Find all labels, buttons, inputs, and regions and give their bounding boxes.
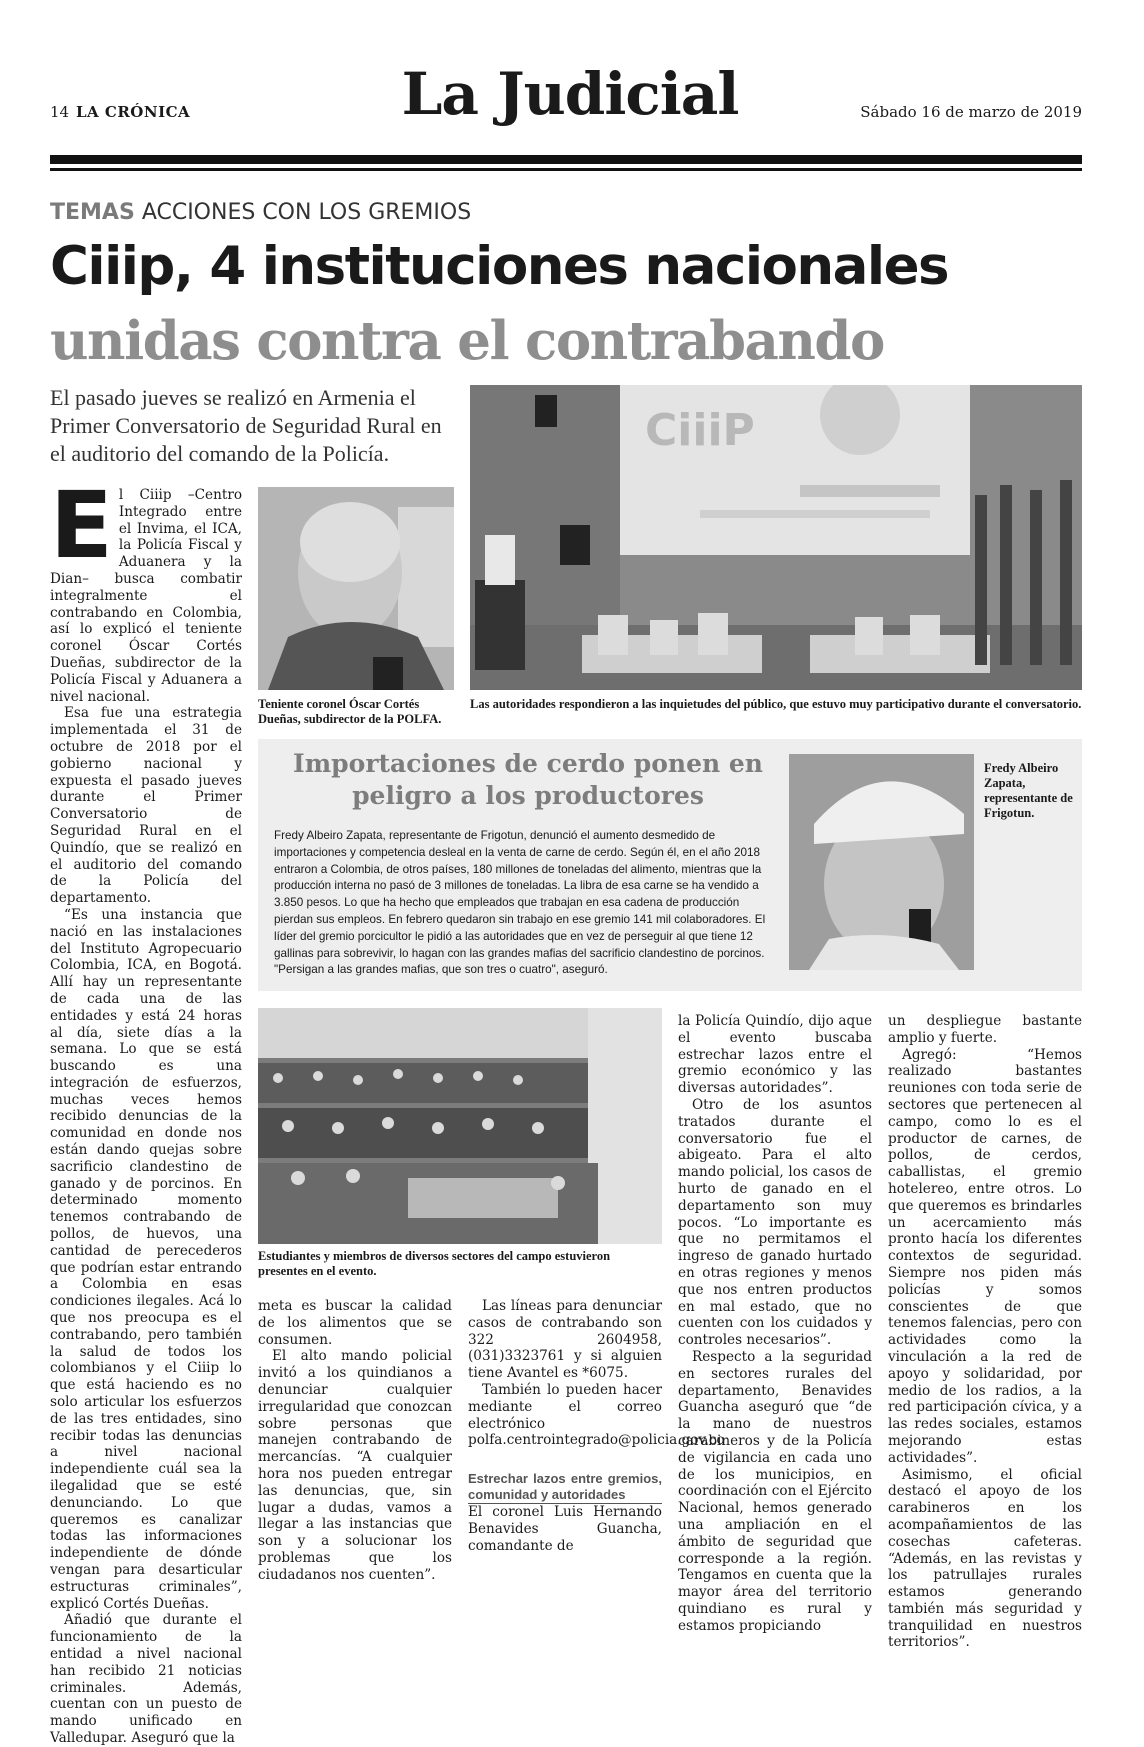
paragraph: Asimismo, el oficial destacó el apoyo de los carabineros en los acompañamientos de las cosechas cafeteras. “Además, en las revistas y los patrullajes rurales estamos generando también más seguridad y tranquilidad en nuestros territorios”. [888,1466,1082,1651]
headline-line-2: unidas contra el contrabando [50,310,884,372]
sidebar-box-title: Importaciones de cerdo ponen en peligro a los productores [293,749,763,810]
paragraph: Otro de los asuntos tratados durante el conversatorio fue el abigeato. Para el alto mando policial, los casos de hurto de ganado en el departamento son muy pocos. “Lo importante es que no permitamos el ingreso de ganado hurtado en otras regiones y menos que nos entren productos en mal estado, que no cuenten con los cuidados y controles necesarios”. [678,1096,872,1349]
article-column-4 [678,1013,872,1634]
paragraph: Respecto a la seguridad en sectores rurales del departamento, Benavides Guancha aseguró que “de la mano de nuestros carabineros y de la Policía de vigilancia en cada uno de los municipios, en coordinación con el Ejército Nacional, hemos generado una ampliación en el ámbito de seguridad que corresponde a la región. Tengamos en cuenta que la mayor área del territorio quindiano es rural y estamos propiciando [678,1348,872,1634]
panel-photo-illustration [470,385,1082,690]
paragraph: l Ciiip –Centro Integrado entre el Invima, el ICA, la Policía Fiscal y Aduanera y la Dian– busca combatir integralmente el contrabando en Colombia, así lo explicó el teniente coronel Óscar Cortés Dueñas, subdirector de la Policía Fiscal y Aduanera a nivel nacional. [50,487,242,705]
paragraph: “Es una instancia que nació en las instalaciones del Instituto Agropecuario Colombia, ICA, en Bogotá. Allí hay un representante de cada una de las entidades y está 24 horas al día, siete días a la semana. Lo que se está buscando es una integración de esfuerzos, muchas veces hemos recibido denuncias de la comunidad en donde nos están dando quejas sobre sacrificio clandestino de ganado y de porcinos. En determinado momento tenemos contrabando de pollos, de huevos, una cantidad de perecederos que podrían estar entrando a Colombia en esas condiciones ilegales. Acá lo que nos preocupa es el contrabando, pero también la salud de todos los colombianos y el Ciiip lo que está haciendo es no solo articular los esfuerzos de las tres entidades, sino recibir todas las denuncias a nivel nacional independiente cuál sea la ilegalidad que se esté denunciando. Lo que queremos es canalizar todas las informaciones independiente de dónde vengan para desarticular estructuras criminales”, explicó Cortés Dueñas. [50,906,242,1612]
audience-photo [258,1008,662,1244]
panel-photo [470,385,1082,690]
article-deck: El pasado jueves se realizó en Armenia el Primer Conversatorio de Seguridad Rural en el auditorio del comando de la Policía. [50,385,442,466]
article-column-3 [468,1298,725,1555]
section-title: La Judicial [401,60,739,128]
headline-line-1: Ciiip, 4 instituciones nacionales [50,236,949,297]
article-column-2 [258,1298,452,1584]
paragraph: Añadió que durante el funcionamiento de la entidad a nivel nacional han recibido 21 noticias criminales. Además, cuentan con un puesto de mando unificado en Valledupar. Aseguró que la [50,1612,242,1746]
kicker-label: TEMAS [50,200,135,225]
paragraph: También lo pueden hacer mediante el correo electrónico polfa.centrointegrado@policia.gov.co [468,1381,725,1449]
issue-date: Sábado 16 de marzo de 2019 [860,103,1082,121]
article-column-1 [50,472,242,1747]
audience-photo-illustration [258,1008,662,1244]
paragraph: Esa fue una estrategia implementada el 31 de octubre de 2018 por el gobierno nacional y expuesta el pasado jueves durante el Primer Conversatorio de Seguridad Rural en el Quindío, que se realizó en el auditorio del comando de la Policía del departamento. [50,705,242,907]
kicker [50,200,471,225]
article-column-5 [888,1013,1082,1651]
paragraph: El alto mando policial invitó a los quindianos a denunciar cualquier irregularidad que conozcan sobre personas que manejen contrabando de mercancías. “A cualquier hora nos pueden entregar las denuncias, que, sin lugar a dudas, vamos a llegar a las instancias que son y a solucionar los problemas que los ciudadanos nos cuenten”. [258,1348,452,1583]
panel-caption: Las autoridades respondieron a las inquietudes del público, que estuvo muy participativo durante el conversatorio. [470,697,1082,711]
sidebar-box-body: Fredy Albeiro Zapata, representante de Frigotun, denunció el aumento desmedido de importaciones y competencia desleal en la venta de carne de cerdo. Según él, en el año 2018 entraron a Colombia, de otros países, 180 millones de toneladas del alimento, mientras que la producción interna no pasó de 3 millones de toneladas. La libra de esa carne se ha vendido a 3.850 pesos. Lo que ha hecho que empleados que trabajan en esa cadena de producción pierdan sus empleos. En febrero quedaron sin trabajo en ese gremio 141 mil colaboradores. El líder del gremio porcicultor le pidió a las autoridades que en vez de perseguir al que tiene 12 gallinas para sobrevivir, lo hagan con las grandes mafias del sacrificio clandestino de porcinos. "Persigan a las grandes mafias, que son tres o cuatro", aseguró. [274,829,766,977]
fredy-photo [789,754,974,970]
masthead-rule-thin [50,168,1082,171]
paragraph: un despliegue bastante amplio y fuerte. [888,1013,1082,1046]
audience-caption: Estudiantes y miembros de diversos sectores del campo estuvieron presentes en el evento. [258,1249,611,1278]
article-subhead: Estrechar lazos entre gremios, comunidad y autoridades [468,1471,662,1503]
page-number: 14 [50,103,70,121]
paragraph: Las líneas para denunciar casos de contrabando son 322 2604958, (031)3323761 y si alguien tiene Avantel es *6075. [468,1298,662,1382]
paragraph: meta es buscar la calidad de los alimentos que se consumen. [258,1298,452,1348]
fredy-photo-illustration [789,754,974,970]
fredy-caption: Fredy Albeiro Zapata, representante de Frigotun. [984,761,1073,820]
paragraph: El coronel Luis Hernando Benavides Guancha, comandante de [468,1504,662,1554]
portrait-photo-illustration [258,487,454,690]
portrait-photo [258,487,454,690]
paragraph: Agregó: “Hemos realizado bastantes reuniones con toda serie de sectores que pertenecen al campo, como lo es el productor de carnes, de pollos, de cerdos, caballistas, el gremio hotelereo, entre otros. Lo que queremos es brindarles un acercamiento más pronto hacía los diferentes contextos de seguridad. Siempre nos piden más policías y somos conscientes de que tenemos falencias, pero con actividades como la vinculación a la red de apoyo y solidaridad, por medio de los radios, a la red participación cívica, y a las redes sociales, estamos mejorando estas actividades”. [888,1046,1082,1466]
kicker-topic: ACCIONES CON LOS GREMIOS [141,200,472,225]
dropcap: E [50,472,113,579]
publication-name: LA CRÓNICA [76,103,191,121]
masthead-rule-thick [50,155,1082,164]
svg-text:CiiiP: CiiiP [645,405,755,456]
paragraph: la Policía Quindío, dijo aque el evento buscaba estrechar lazos entre el gremio económico y las diversas autoridades”. [678,1013,872,1097]
portrait-caption: Teniente coronel Óscar Cortés Dueñas, subdirector de la POLFA. [258,697,442,726]
